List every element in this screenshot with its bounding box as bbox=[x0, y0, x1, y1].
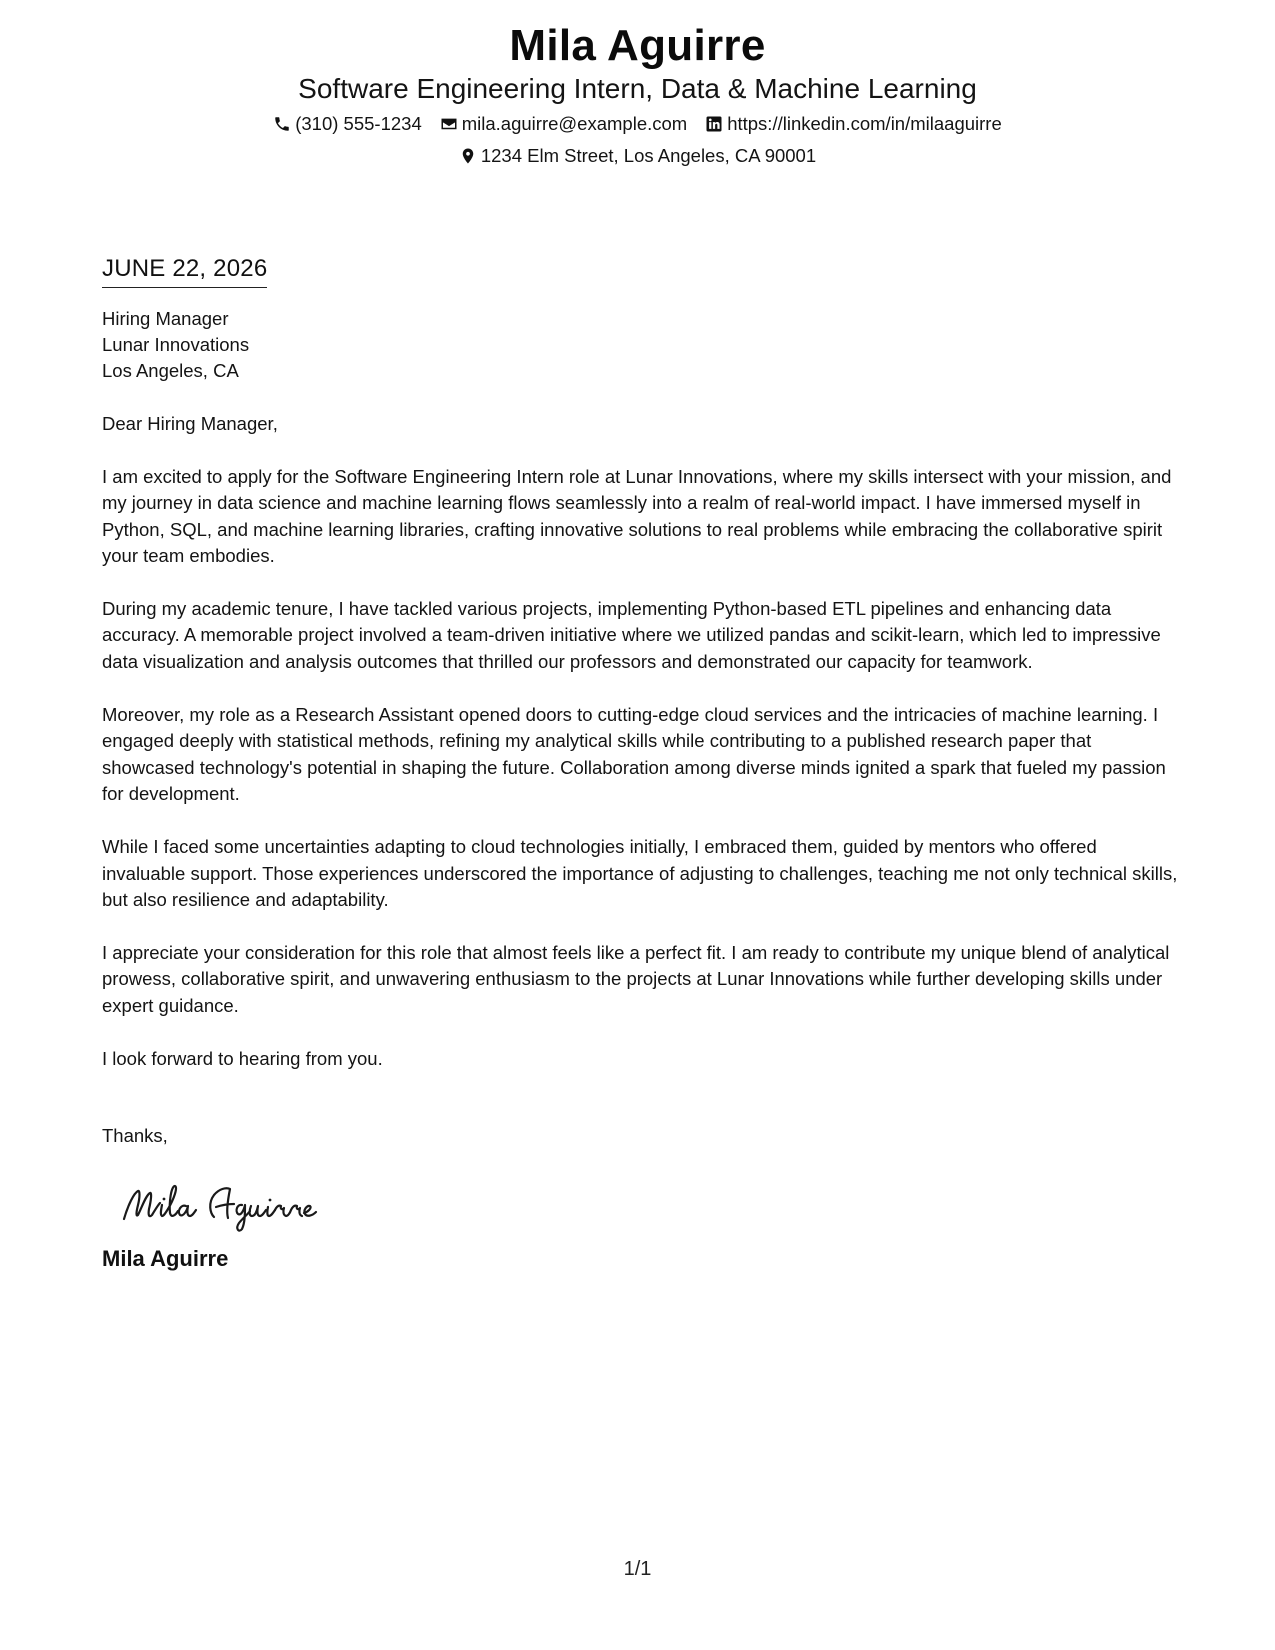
closing: Thanks, bbox=[102, 1125, 168, 1147]
recipient-block bbox=[102, 306, 1182, 384]
recipient-title: Hiring Manager bbox=[102, 308, 229, 329]
linkedin-icon bbox=[705, 115, 723, 133]
contact-linkedin[interactable] bbox=[705, 112, 1002, 136]
phone-icon bbox=[273, 115, 291, 133]
salutation: Dear Hiring Manager, bbox=[102, 413, 278, 434]
map-marker-icon bbox=[459, 147, 477, 165]
address-row bbox=[0, 144, 1275, 168]
phone-number: (310) 555-1234 bbox=[295, 113, 422, 134]
paragraph-3: Moreover, my role as a Research Assistant opened doors to cutting-edge cloud services and the intricacies of machine learning. I engaged deeply with statistical methods, refining my analytical skills while contributing to a published research paper that showcased technology's potential in shaping the future. Collaboration among diverse minds ignited a spark that fueled my passion for development. bbox=[102, 704, 1166, 804]
address-text: 1234 Elm Street, Los Angeles, CA 90001 bbox=[480, 145, 817, 166]
contact-email[interactable] bbox=[440, 112, 687, 136]
applicant-title: Software Engineering Intern, Data & Machine Learning bbox=[298, 73, 977, 104]
letter-header bbox=[0, 18, 1275, 168]
paragraph-5: I appreciate your consideration for this role that almost feels like a perfect fit. I am ready to contribute my unique blend of analytical prowess, collaborative spirit, and unwavering enthusiasm to the projects at Lunar Innovations while further developing skills under expert guidance. bbox=[102, 942, 1170, 1016]
recipient-company: Lunar Innovations bbox=[102, 334, 250, 355]
contact-row bbox=[0, 112, 1275, 136]
applicant-name: Mila Aguirre bbox=[509, 21, 766, 70]
signer-name: Mila Aguirre bbox=[102, 1246, 229, 1272]
linkedin-url[interactable]: https://linkedin.com/in/milaaguirre bbox=[727, 113, 1002, 134]
envelope-icon bbox=[440, 115, 458, 133]
contact-phone bbox=[273, 112, 422, 136]
recipient-location: Los Angeles, CA bbox=[102, 360, 239, 381]
handwritten-signature bbox=[118, 1175, 348, 1235]
page-number: 1/1 bbox=[623, 1558, 652, 1580]
letter-body bbox=[102, 254, 1182, 1273]
contact-address bbox=[459, 144, 816, 168]
letter-date: JUNE 22, 2026 bbox=[102, 254, 267, 288]
paragraph-4: While I faced some uncertainties adapting to cloud technologies initially, I embraced them, guided by mentors who offered invaluable support. Those experiences underscored the importance of adjusting to challenges, teaching me not only technical skills, but also resilience and adaptability. bbox=[102, 836, 1178, 910]
email-address[interactable]: mila.aguirre@example.com bbox=[461, 113, 688, 134]
paragraph-6: I look forward to hearing from you. bbox=[102, 1048, 383, 1070]
paragraph-1: I am excited to apply for the Software Engineering Intern role at Lunar Innovations, where my skills intersect with your mission, and my journey in data science and machine learning flows seamlessly into a realm of real-world impact. I have immersed myself in Python, SQL, and machine learning libraries, crafting innovative solutions to real problems while embracing the collaborative spirit your team embodies. bbox=[102, 466, 1172, 566]
paragraph-2: During my academic tenure, I have tackled various projects, implementing Python-based ETL pipelines and enhancing data accuracy. A memorable project involved a team-driven initiative where we utilized pandas and scikit-learn, which led to impressive data visualization and analysis outcomes that thrilled our professors and demonstrated our capacity for teamwork. bbox=[102, 598, 1161, 672]
